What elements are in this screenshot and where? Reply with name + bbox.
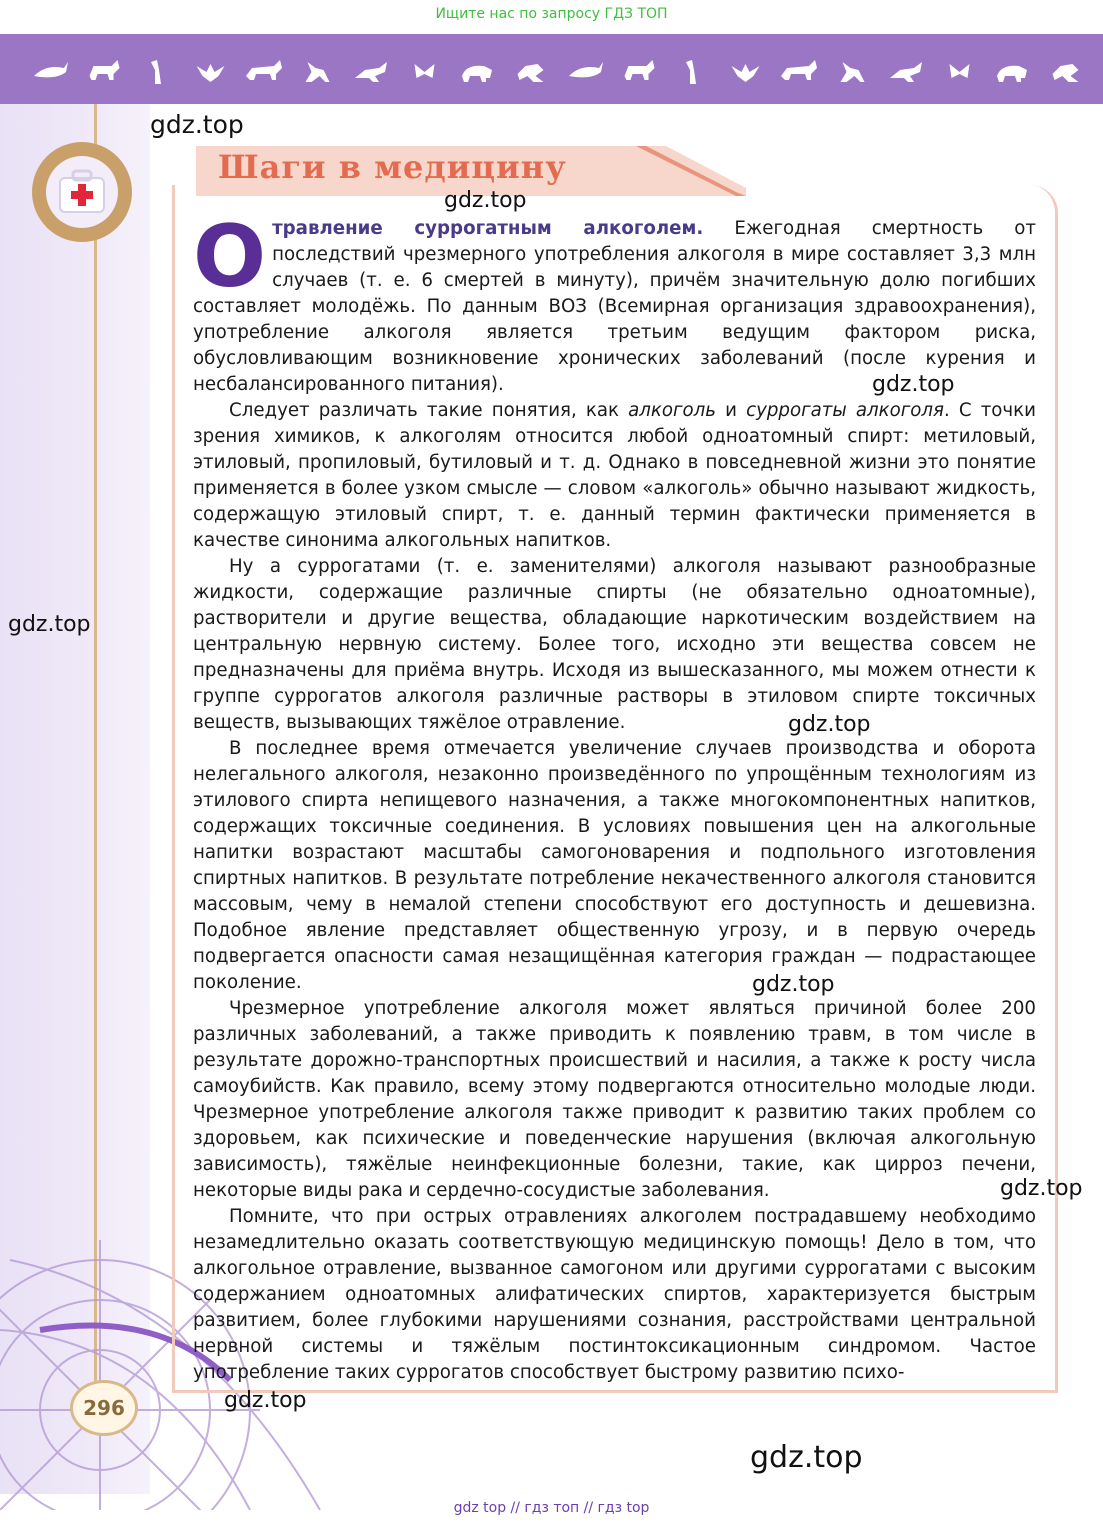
title-banner-tail <box>636 146 746 196</box>
medical-kit-icon <box>46 156 118 228</box>
watermark: gdz.top <box>750 1440 863 1475</box>
animal-silhouette-icon <box>246 60 282 80</box>
watermark: gdz.top <box>788 712 871 737</box>
watermark: gdz.top <box>872 372 955 397</box>
watermark: gdz.top <box>752 972 835 997</box>
watermark: gdz.top <box>8 612 91 637</box>
animal-silhouette-icon <box>197 64 225 82</box>
page-number: 296 <box>70 1380 138 1436</box>
paragraph-2: Следует различать такие понятия, как алкоголь и суррогаты алкоголя. С точки зрения химиков, к алкоголям относится любой одноатомный спирт: метиловый, этиловый, пропиловый, бутиловый и т. д. Однако в повседневной жизни это понятие применяется в более узком смысле — словом «алкоголь» обычно называют жидкость, содержащую этиловый спирт, т. е. данный термин фактически применяется в качестве синонима алкогольных напитков. <box>193 400 1036 551</box>
animal-silhouette-icon <box>151 60 161 84</box>
paragraph-6: Помните, что при острых отравлениях алкоголем пострадавшему необходимо незамедлительно оказать соответствующую медицинскую помощь! Дело в том, что алкогольное отравление, вызванное самогоном или другими суррогатами с высоким содержанием одноатомных алифатических спиртов, характеризуется быстрым развитием, более глубокими нарушениями сознания, расстройствами центральной нервной системы и тяжёлым постинтоксикационным синдромом. Частое употребление таких суррогатов способствует быстрому развитию психо- <box>193 1206 1036 1383</box>
animal-silhouette-icon <box>355 62 387 82</box>
animal-silhouette-icon <box>841 62 865 82</box>
animal-silhouette-icon <box>90 60 120 80</box>
animal-silhouette-icon <box>686 60 696 84</box>
lead-heading: травление суррогатным алкоголем. <box>272 218 704 239</box>
paragraph-1: Отравление суррогатным алкоголем. Ежегодная смертность от последствий чрезмерного употребления алкоголя в мире составляет 3,3 млн случаев (т. е. 6 смертей в минуту), причём значительную долю погибших составляет молодёжь. По данным ВОЗ (Всемирная организация здравоохранения), употребление алкоголя является третьим ведущим фактором риска, обусловливающим возникновение хронических заболеваний (после курения и несбалансированного питания). <box>193 207 1036 395</box>
animal-silhouette-icon <box>950 64 970 78</box>
watermark: gdz.top <box>1000 1176 1083 1201</box>
watermark: gdz.top <box>150 110 244 139</box>
animal-silhouette-icon <box>462 66 492 82</box>
top-search-note: Ищите нас по запросу ГДЗ ТОП <box>435 6 668 22</box>
section-title: Шаги в медицину <box>218 148 567 186</box>
animal-silhouette-icon <box>997 66 1027 82</box>
animal-band <box>0 34 1103 104</box>
footer-links: gdz top // гдз топ // гдз top <box>453 1500 650 1516</box>
animal-silhouette-icon <box>306 62 330 82</box>
animal-silhouette-icon <box>625 60 655 80</box>
animal-silhouette-icon <box>781 60 817 80</box>
animal-silhouette-icon <box>34 62 68 77</box>
animal-silhouettes-icon <box>0 34 1103 104</box>
animal-silhouette-icon <box>518 64 544 82</box>
paragraph-3: Ну а суррогатами (т. е. заменителями) алкоголя называют разнообразные жидкости, содержащие различные спирты (не обязательно одноатомные), растворители и другие вещества, обладающие наркотическим воздействием на центральную нервную систему. Более того, исходно эти вещества совсем не предназначены для приёма внутрь. Исходя из вышесказанного, мы можем отнести к группе суррогатов алкоголя различные растворы в этиловом спирте токсичных веществ, вызывающих тяжёлое отравление. <box>193 556 1036 733</box>
animal-silhouette-icon <box>569 62 603 77</box>
watermark: gdz.top <box>444 188 527 213</box>
paragraph-4: В последнее время отмечается увеличение случаев производства и оборота нелегального алкоголя, незаконно произведённого по упрощённым технологиям из этилового спирта непищевого назначения, а также многокомпонентных напитков, содержащих токсичные соединения. В условиях повышения цен на алкогольные напитки возрастают масштабы самогоноварения и подпольного изготовления спиртных напитков. В результате потребление некачественного алкоголя становится массовым, чему в немалой степени способствуют его доступность и дешевизна. Подобное явление представляет общественную угрозу, и в первую очередь подвергается опасности самая незащищённая категория граждан — подрастающее поколение. <box>193 738 1036 993</box>
animal-silhouette-icon <box>890 62 922 82</box>
paragraph-5: Чрезмерное употребление алкоголя может являться причиной более 200 различных заболеваний, а также приводить к появлению травм, в том числе в результате дорожно-транспортных происшествий и насилия, а также к росту числа самоубийств. Как правило, всему этому подвергаются относительно молодые люди. Чрезмерное употребление алкоголя также приводит к развитию таких проблем со здоровьем, как психические и поведенческие нарушения (включая алкогольную зависимость), тяжёлые неинфекционные болезни, такие, как цирроз печени, некоторые виды рака и сердечно-сосудистые заболевания. <box>193 998 1036 1201</box>
animal-silhouette-icon <box>415 64 435 78</box>
medal-badge <box>32 142 132 242</box>
drop-cap: О <box>193 207 267 307</box>
animal-silhouette-icon <box>1053 64 1079 82</box>
watermark: gdz.top <box>224 1388 307 1413</box>
animal-silhouette-icon <box>732 64 760 82</box>
